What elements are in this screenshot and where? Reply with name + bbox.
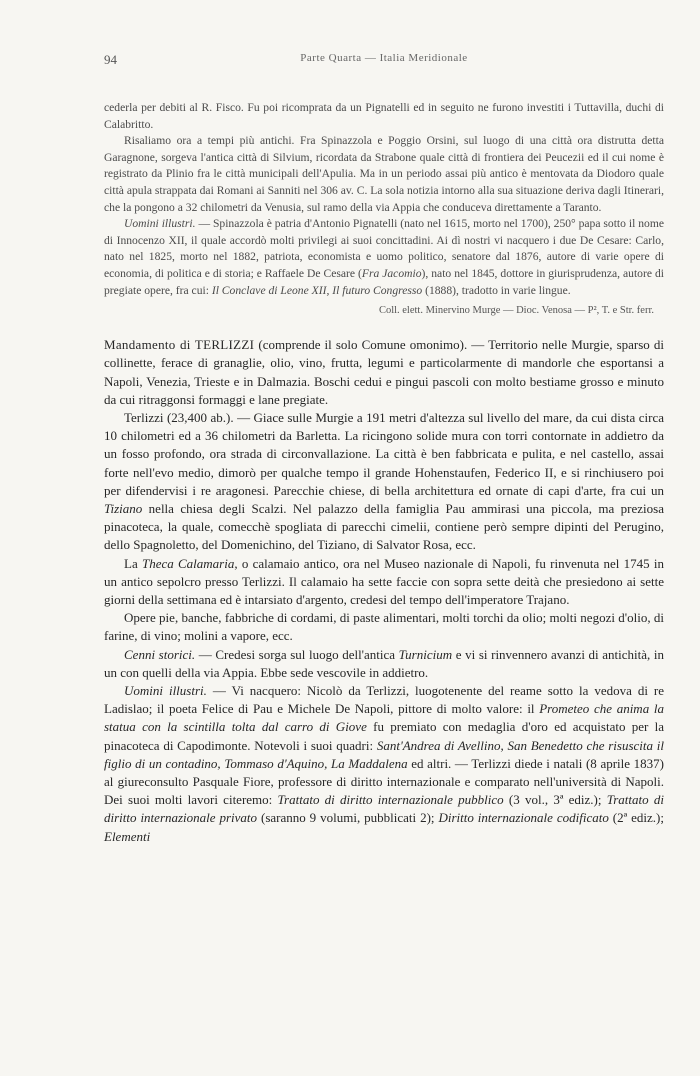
paragraph-uomini-illustri-terlizzi: Uomini illustri. — Vi nacquero: Nicolò da Terlizzi, luogotenente del reame sotto la vedova di re Ladislao; il poeta Felice di Pau e Michele De Napoli, pittore di molto valore: il Prometeo che anima la statua con la scintilla tolta dal carro di Giove fu premiato con medaglia d'oro ed acquistato per la pinacoteca di Capodimonte. Notevoli i suoi quadri: Sant'Andrea di Avellino, San Benedetto che risuscita il figlio di un contadino, Tommaso d'Aquino, La Maddalena ed altri. — Terlizzi diede i natali (8 aprile 1837) al giureconsulto Pasquale Fiore, professore di diritto internazionale e comparato nell'università di Napoli. Dei suoi molti lavori citeremo: Trattato di diritto internazionale pubblico (3 vol., 3ª ediz.); Trattato di diritto internazionale privato (saranno 9 volumi, pubblicati 2); Diritto internazionale codificato (2ª ediz.); Elementi [104,682,665,844]
paragraph-cenni-storici: Cenni storici. — Credesi sorga sul luogo dell'antica Turnicium e vi si rinvennero avanzi di antichità, in un con quelli della via Appia. Ebbe sede vescovile in addietro. [104,646,664,680]
small-print-section [104,100,664,318]
section-label: Uomini illustri. [124,217,196,231]
paragraph-theca: La Theca Calamaria, o calamaio antico, ora nel Museo nazionale di Napoli, fu rinvenuta nel 1745 in un antico sepolcro presso Terlizzi. Il calamaio ha sette faccie con sopra sette deità che presiedono ai sette giorni della settimana ed è intarsiato d'argento, credesi del tempo dell'imperatore Trajano. [104,555,664,607]
paragraph-mandamento: Mandamento di TERLIZZI (comprende il solo Comune omonimo). — Territorio nelle Murgie, sparso di collinette, ferace di granaglie, olio, vino, frutta, legumi e particolarmente di mandorle che esportansi a Napoli, Venezia, Trieste e in Dalmazia. Boschi cedui e pingui pascoli con molto bestiame grosso e minuto da cui ritraggonsi formaggi e lane pregiate. [104,337,664,407]
page-body [104,100,664,846]
main-text-section [104,336,664,846]
paragraph-silvium: Risaliamo ora a tempi più antichi. Fra Spinazzola e Poggio Orsini, sul luogo di una città ora distrutta detta Garagnone, sorgeva l'antica città di Silvium, ricordata da Strabone quale città di frontiera dei Peucezii ed il cui nome è registrato da Plinio fra le città municipali dell'Apulia. Ma in un periodo assai più antico è mentovata da Diodoro quale città apula strappata dai Romani ai Sanniti nel 306 av. C. La sola notizia intorno alla sua situazione deriva dagli Itinerari, che la pongono a 32 chilometri da Venusia, sul ramo della via Appia che conduceva direttamente a Taranto. [104,134,664,214]
mandamento-heading: Mandamento di TERLIZZI [104,337,255,353]
terlizzi-heading: Terlizzi [124,409,164,425]
paragraph-uomini-illustri-spinazzola: Uomini illustri. — Spinazzola è patria d'Antonio Pignatelli (nato nel 1615, morto nel 1700), 250° papa sotto il nome di Innocenzo XII, il quale accordò molti privilegi ai suoi concittadini. Ai dì nostri vi nacquero i due De Cesare: Carlo, nato nel 1825, morto nel 1882, patriota, economista e uomo politico, senatore dal 1876, autore di varie opere di economia, di politica e di storia; e Raffaele De Cesare (Fra Jacomio), nato nel 1845, dottore in giurisprudenza, autore di pregiate opere, fra cui: Il Conclave di Leone XII, Il futuro Congresso (1888), tradotto in varie lingue. [104,217,664,297]
electoral-info-line: Coll. elett. Minervino Murge — Dioc. Venosa — P², T. e Str. ferr. [378,305,654,317]
section-label: Uomini illustri. [124,682,207,698]
paragraph-continuation: cederla per debiti al R. Fisco. Fu poi ricomprata da un Pignatelli ed in seguito ne furono investiti i Tuttavilla, duchi di Calabritto. [104,101,664,131]
running-title: Parte Quarta — Italia Meridionale [300,52,468,64]
running-header [104,52,664,70]
section-label: Cenni storici. [124,646,196,662]
page-number: 94 [104,52,117,67]
paragraph-terlizzi: Terlizzi (23,400 ab.). — Giace sulle Murgie a 191 metri d'altezza sul livello del mare, da cui dista circa 10 chilometri ed a 36 chilometri da Barletta. La ricingono solide mura con torri contornate in addietro da un fosso profondo, ora strada di circonvallazione. La città è ben fabbricata e pulita, e nel castello, assai forte nell'evo medio, dimorò per qualche tempo il grande Hohenstaufen, Federico II, e si rinchiusero poi per difendervisi i re aragonesi. Parecchie chiese, di bella architettura ed ornate di capi d'arte, fra cui un Tiziano nella chiesa degli Scalzi. Nel palazzo della famiglia Pau ammirasi una piccola, ma preziosa pinacoteca, la quale, comecchè spogliata di parecchi cimelii, contiene però sempre dipinti del Perugino, dello Spagnoletto, del Domenichino, del Tiziano, di Salvator Rosa, ecc. [104,409,664,553]
paragraph-opere: Opere pie, banche, fabbriche di cordami, di paste alimentari, molti torchi da olio; molti negozi d'olio, di farine, di vino; molini a vapore, ecc. [104,610,664,644]
